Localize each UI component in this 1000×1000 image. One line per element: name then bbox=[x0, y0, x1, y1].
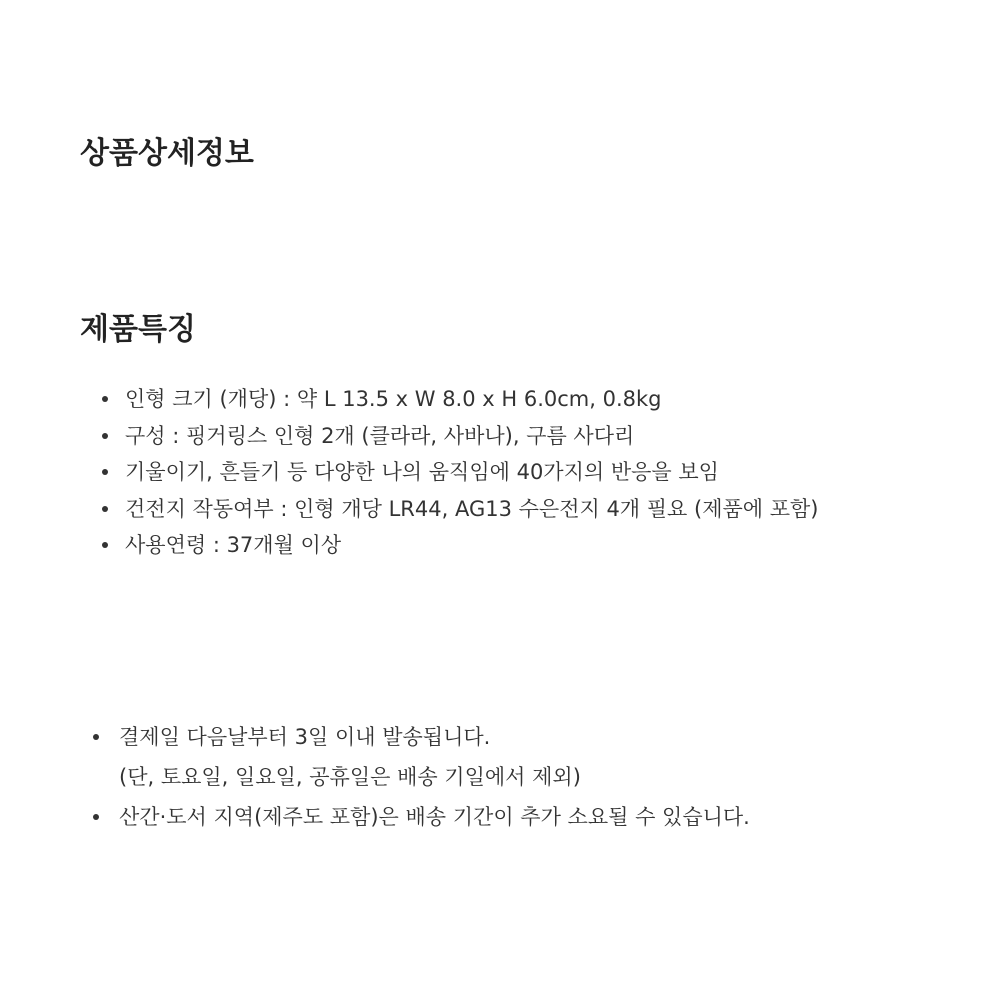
shipping-notice-dispatch-exception: (단, 토요일, 일요일, 공휴일은 배송 기일에서 제외) bbox=[119, 765, 581, 789]
product-features-heading: 제품특징 bbox=[80, 312, 196, 347]
shipping-notice-dispatch-text: 결제일 다음날부터 3일 이내 발송됩니다. bbox=[119, 725, 491, 749]
features-list bbox=[125, 381, 819, 564]
feature-item-size: 인형 크기 (개당) : 약 L 13.5 x W 8.0 x H 6.0cm, 0.8kg bbox=[125, 381, 819, 418]
shipping-notice-remote-areas-text: 산간·도서 지역(제주도 포함)은 배송 기간이 추가 소요될 수 있습니다. bbox=[119, 805, 750, 829]
feature-item-reactions: 기울이기, 흔들기 등 다양한 나의 움직임에 40가지의 반응을 보임 bbox=[125, 454, 819, 491]
feature-item-components: 구성 : 핑거링스 인형 2개 (클라라, 사바나), 구름 사다리 bbox=[125, 418, 819, 455]
product-detail-heading: 상품상세정보 bbox=[80, 136, 254, 171]
feature-item-battery: 건전지 작동여부 : 인형 개당 LR44, AG13 수은전지 4개 필요 (제품에 포함) bbox=[125, 491, 819, 528]
shipping-notice-dispatch bbox=[119, 717, 750, 797]
shipping-notice-list bbox=[119, 717, 750, 837]
feature-item-age: 사용연령 : 37개월 이상 bbox=[125, 527, 819, 564]
shipping-notice-remote-areas bbox=[119, 797, 750, 837]
